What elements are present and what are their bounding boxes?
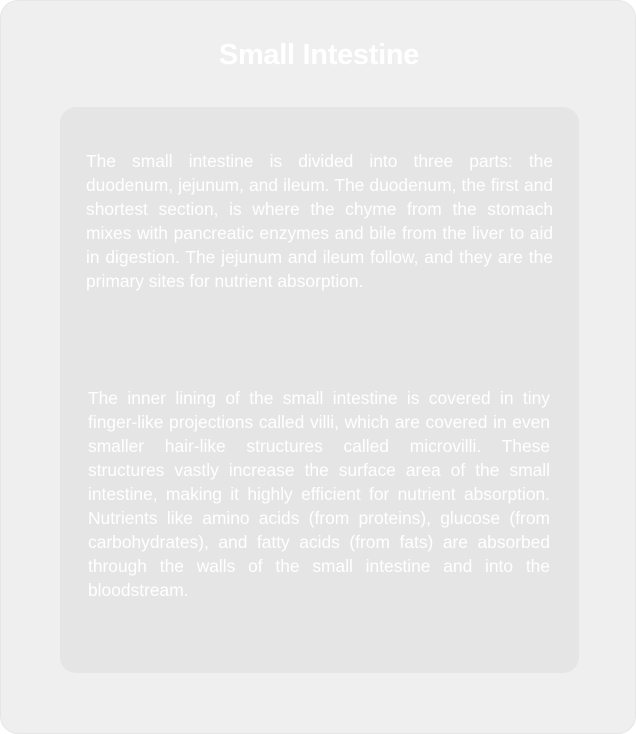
card-title: Small Intestine (218, 39, 420, 71)
paragraph-villi-absorption: The inner lining of the small intestine is covered in tiny finger-like projections called villi, which are covered in even smaller hair-like structures called microvilli. These structures vastly increase the surface area of the small intestine, making it highly efficient for nutrient absorption. Nutrients like amino acids (from proteins), glucose (from carbohydrates), and fatty acids (from fats) are absorbed through the walls of the small intestine and into the bloodstream. (88, 388, 550, 600)
paragraph-intestine-parts: The small intestine is divided into three parts: the duodenum, jejunum, and ileum. The duodenum, the first and shortest section, is where the chyme from the stomach mixes with pancreatic enzymes and bile from the liver to aid in digestion. The jejunum and ileum follow, and they are the primary sites for nutrient absorption. (86, 151, 553, 291)
content-panel (60, 107, 579, 673)
